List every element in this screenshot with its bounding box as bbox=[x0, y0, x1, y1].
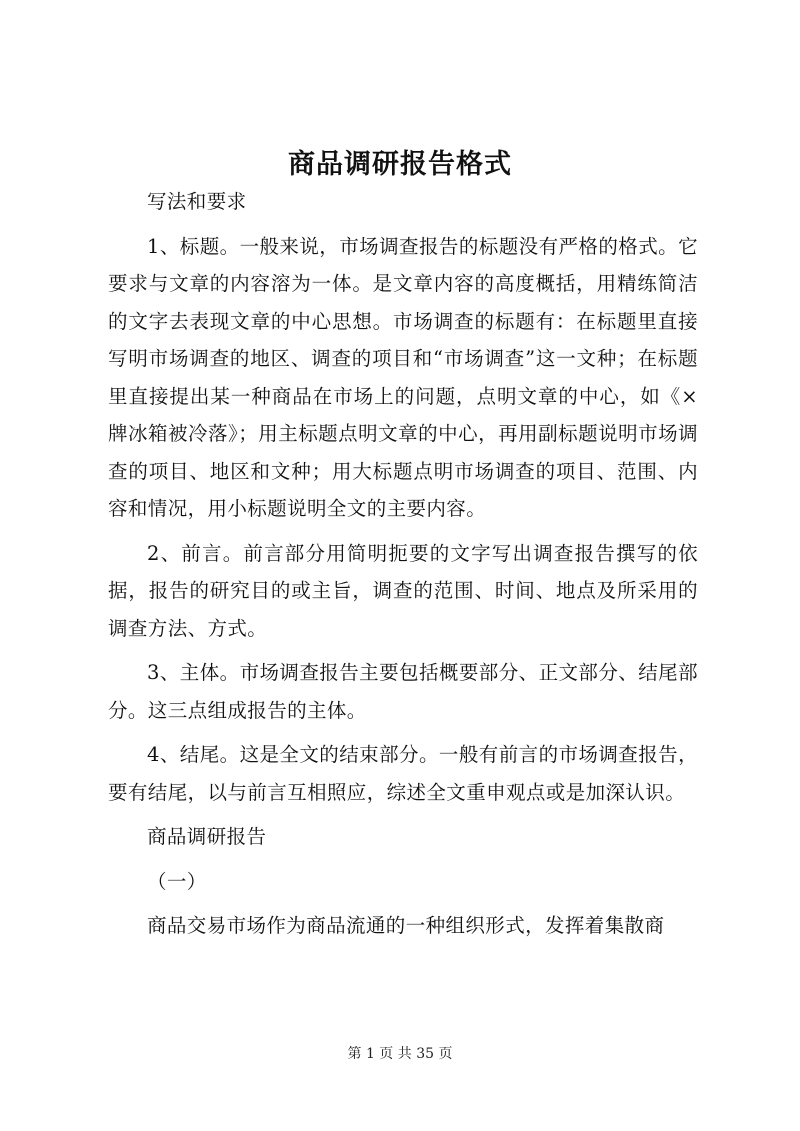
document-body bbox=[108, 183, 698, 945]
paragraph-preface-rules: 2、前言。前言部分用简明扼要的文字写出调查报告撰写的依据，报告的研究目的或主旨，调查的范围、时间、地点及所采用的调查方法、方式。 bbox=[108, 541, 698, 640]
paragraph-title-rules: 1、标题。一般来说，市场调查报告的标题没有严格的格式。它要求与文章的内容溶为一体。是文章内容的高度概括，用精练简洁的文字去表现文章的中心思想。市场调查的标题有：在标题里直接写明市场调查的地区、调查的项目和“市场调查”这一文种；在标题里直接提出某一种商品在市场上的问题，点明文章的中心，如《×牌冰箱被冷落》；用主标题点明文章的中心，再用副标题说明市场调查的项目、地区和文种；用大标题点明市场调查的项目、范围、内容和情况，用小标题说明全文的主要内容。 bbox=[108, 234, 698, 520]
paragraph-body-rules: 3、主体。市场调查报告主要包括概要部分、正文部分、结尾部分。这三点组成报告的主体。 bbox=[108, 661, 698, 722]
document-title: 商品调研报告格式 bbox=[288, 149, 512, 180]
paragraph-report-intro: 商品交易市场作为商品流通的一种组织形式，发挥着集散商 bbox=[147, 914, 665, 937]
section-label-requirements: 写法和要求 bbox=[147, 190, 247, 213]
section-heading-report: 商品调研报告 bbox=[147, 825, 267, 848]
paragraph-ending-rules: 4、结尾。这是全文的结束部分。一般有前言的市场调查报告，要有结尾，以与前言互相照应，综述全文重申观点或是加深认识。 bbox=[108, 743, 698, 804]
page-footer: 第 1 页 共 35 页 bbox=[347, 1046, 453, 1062]
section-number: （一） bbox=[147, 869, 207, 893]
